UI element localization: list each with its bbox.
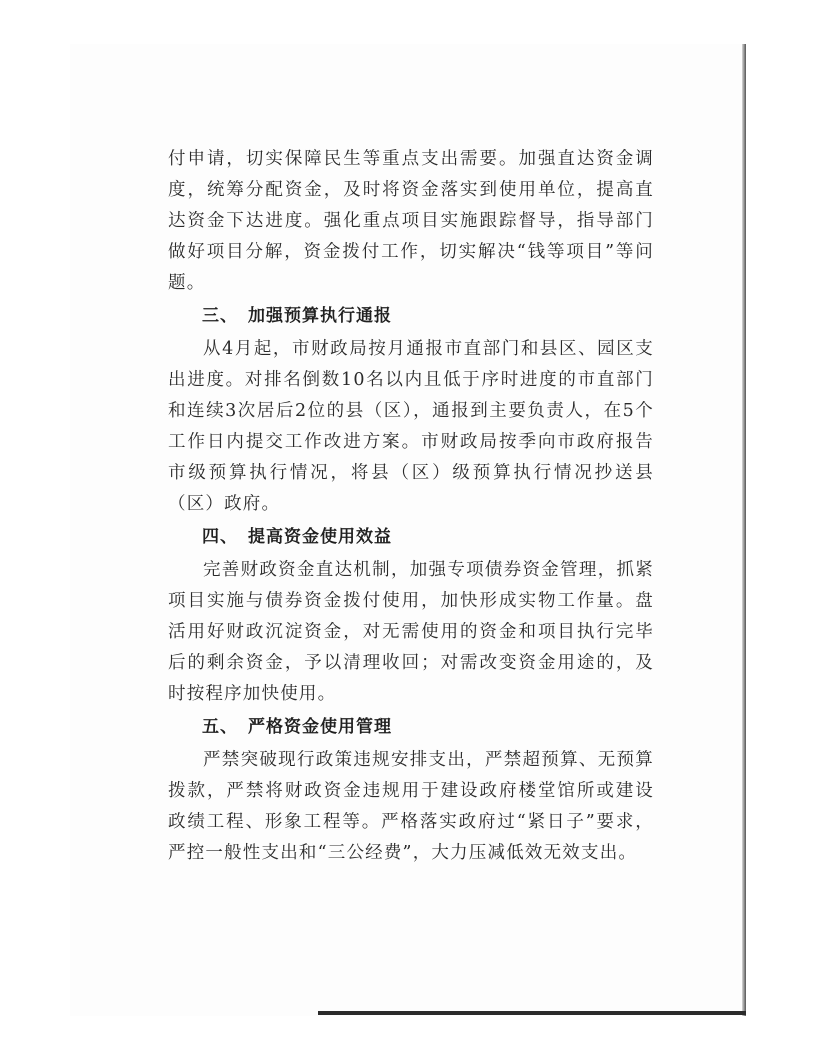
scan-edge-right: [742, 44, 746, 1016]
section-4-number: 四、: [202, 527, 238, 547]
section-4-heading: [168, 522, 654, 553]
section-5-title: 严格资金使用管理: [248, 717, 392, 737]
section-5-number: 五、: [202, 717, 238, 737]
section-4-body: 完善财政资金直达机制，加强专项债券资金管理，抓紧项目实施与债券资金拨付使用，加快形成实物工作量。盘活用好财政沉淀资金，对无需使用的资金和项目执行完毕后的剩余资金，予以清理收回；对需改变资金用途的，及时按程序加快使用。: [168, 560, 654, 704]
section-4-title: 提高资金使用效益: [248, 527, 392, 547]
section-3-title: 加强预算执行通报: [248, 306, 392, 326]
section-5-body: 严禁突破现行政策违规安排支出，严禁超预算、无预算拨款，严禁将财政资金违规用于建设政府楼堂馆所或建设政绩工程、形象工程等。严格落实政府过“紧日子”要求，严控一般性支出和“三公经费”，大力压减低效无效支出。: [168, 750, 654, 863]
section-5-heading: [168, 712, 654, 743]
document-body: [168, 144, 654, 869]
scan-edge-bottom: [318, 1011, 746, 1015]
section-3-body: 从4月起，市财政局按月通报市直部门和县区、园区支出进度。对排名倒数10名以内且低于序时进度的市直部门和连续3次居后2位的县（区），通报到主要负责人，在5个工作日内提交工作改进方案。市财政局按季向市政府报告市级预算执行情况，将县（区）级预算执行情况抄送县（区）政府。: [168, 339, 654, 514]
section-3-number: 三、: [202, 306, 238, 326]
intro-paragraph: 付申请，切实保障民生等重点支出需要。加强直达资金调度，统筹分配资金，及时将资金落实到使用单位，提高直达资金下达进度。强化重点项目实施跟踪督导，指导部门做好项目分解，资金拨付工作，切实解决“钱等项目”等问题。: [168, 149, 654, 293]
section-3-heading: [168, 301, 654, 332]
